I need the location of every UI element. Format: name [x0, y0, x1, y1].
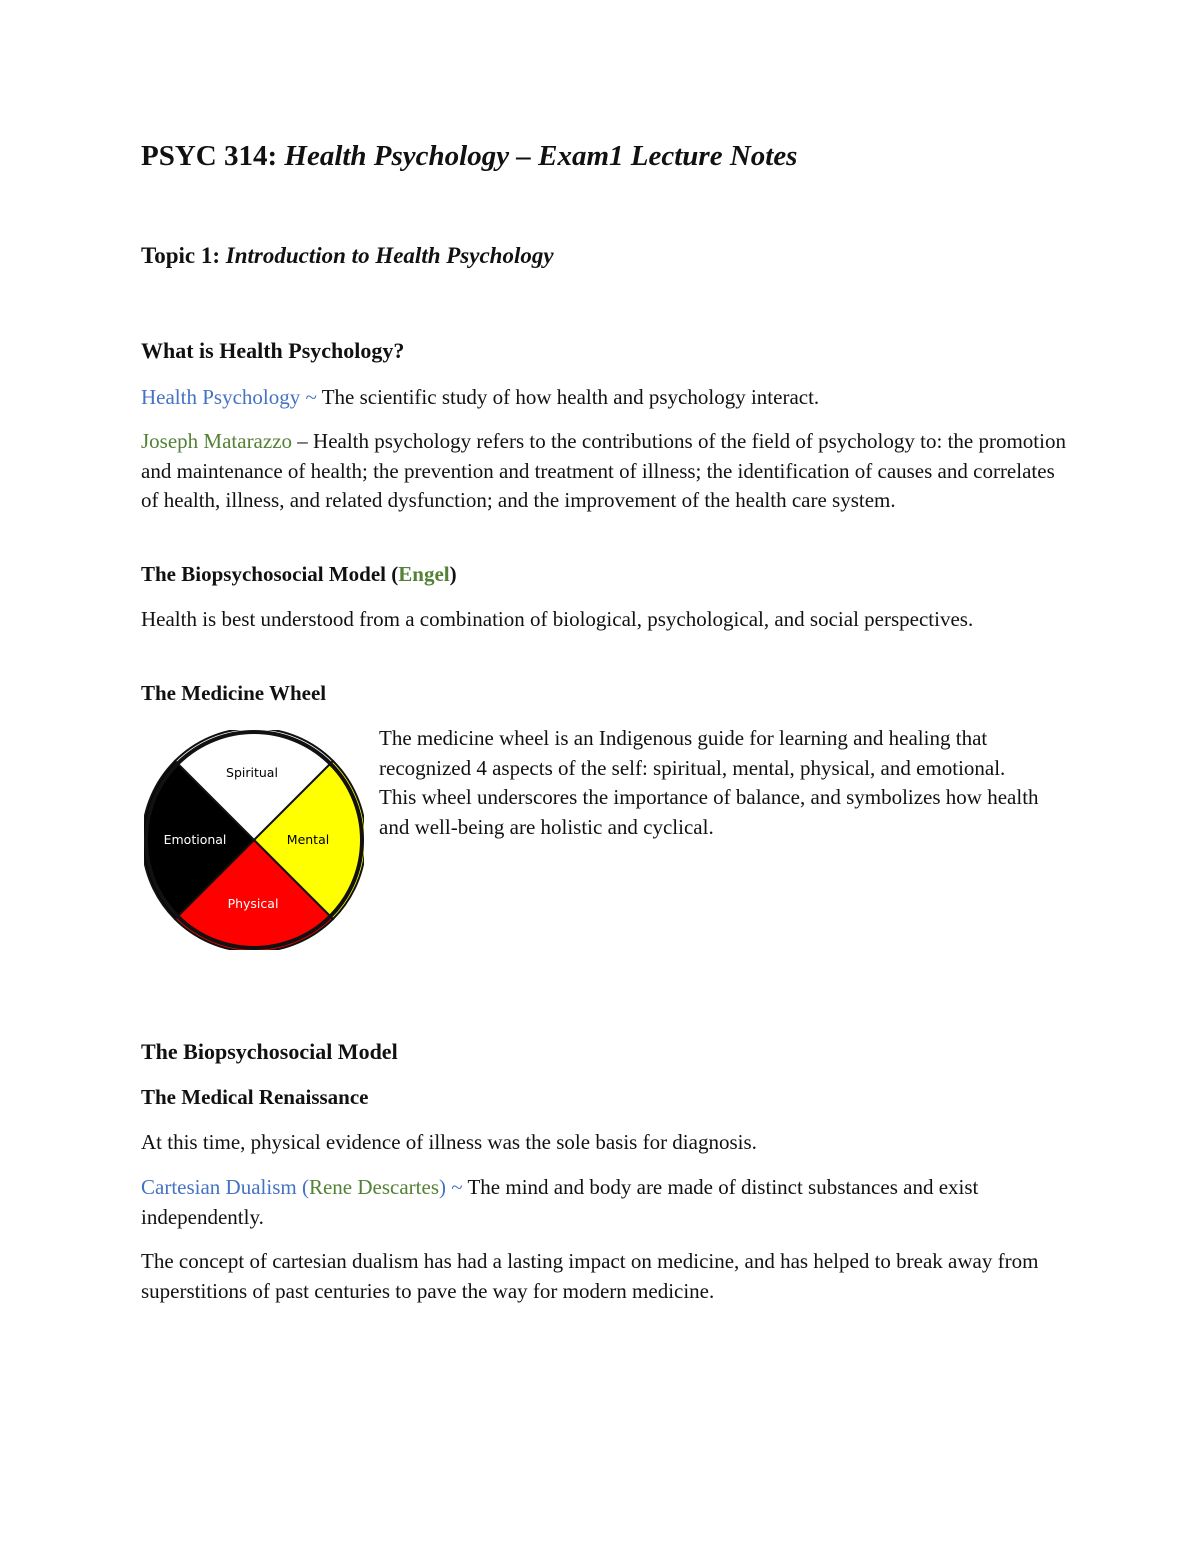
medical-renaissance-heading: The Medical Renaissance [141, 1085, 369, 1109]
matarazzo-paragraph [141, 427, 1071, 516]
bps-engel-heading [141, 562, 457, 587]
wheel-label-emotional: Emotional [163, 832, 227, 847]
dualism-text: The mind and body are made of distinct substances and exist independently. [141, 1175, 979, 1229]
definition-text: The scientific study of how health and psychology interact. [321, 385, 820, 409]
definition-paragraph [141, 383, 1071, 413]
topic-label: Topic 1: [141, 243, 221, 268]
medicine-wheel-text: The medicine wheel is an Indigenous guide for learning and healing that recognized 4 aspects of the self: spiritual, mental, physical, and emotional. This wheel underscores the importance of balance, and symbolizes how health and well-being are holistic and cyclical. [379, 726, 1039, 839]
topic-heading [141, 243, 554, 269]
wheel-label-physical: Physical [227, 896, 279, 911]
definition-term: Health Psychology [141, 385, 301, 409]
medicine-wheel-diagram [144, 730, 364, 950]
wheel-label-mental: Mental [286, 832, 330, 847]
bps-intro-text: Health is best understood from a combination of biological, psychological, and social perspectives. [141, 607, 974, 631]
topic-name: Introduction to Health Psychology [225, 243, 554, 268]
dualism-open: ( [296, 1175, 309, 1199]
medicine-wheel-heading: The Medicine Wheel [141, 681, 327, 705]
dualism-impact-text: The concept of cartesian dualism has had a lasting impact on medicine, and has helped to break away from superstitions of past centuries to pave the way for modern medicine. [141, 1249, 1039, 1303]
bps-engel-heading-pre: The Biopsychosocial Model ( [141, 562, 399, 586]
title-subtitle: Health Psychology – Exam1 Lecture Notes [284, 140, 798, 172]
descartes-name: Rene Descartes [308, 1175, 439, 1199]
matarazzo-separator: – [292, 429, 314, 453]
dualism-paragraph [141, 1173, 1071, 1232]
what-is-heading: What is Health Psychology? [141, 338, 405, 363]
course-code: PSYC 314: [141, 140, 278, 172]
engel-name: Engel [398, 562, 450, 586]
dualism-close: ) ~ [439, 1175, 468, 1199]
bps-engel-heading-post: ) [449, 562, 457, 586]
renaissance-text: At this time, physical evidence of illness was the sole basis for diagnosis. [141, 1130, 757, 1154]
wheel-label-spiritual: Spiritual [226, 765, 278, 780]
bps-section-heading: The Biopsychosocial Model [141, 1039, 398, 1064]
definition-separator: ~ [300, 385, 322, 409]
dualism-term: Cartesian Dualism [141, 1175, 297, 1199]
page-title [141, 140, 797, 173]
matarazzo-name: Joseph Matarazzo [141, 429, 293, 453]
matarazzo-text: Health psychology refers to the contributions of the field of psychology to: the promotion and maintenance of health; the prevention and treatment of illness; the identification of causes and correlates of health, illness, and related dysfunction; and the improvement of the health care system. [141, 429, 1066, 512]
